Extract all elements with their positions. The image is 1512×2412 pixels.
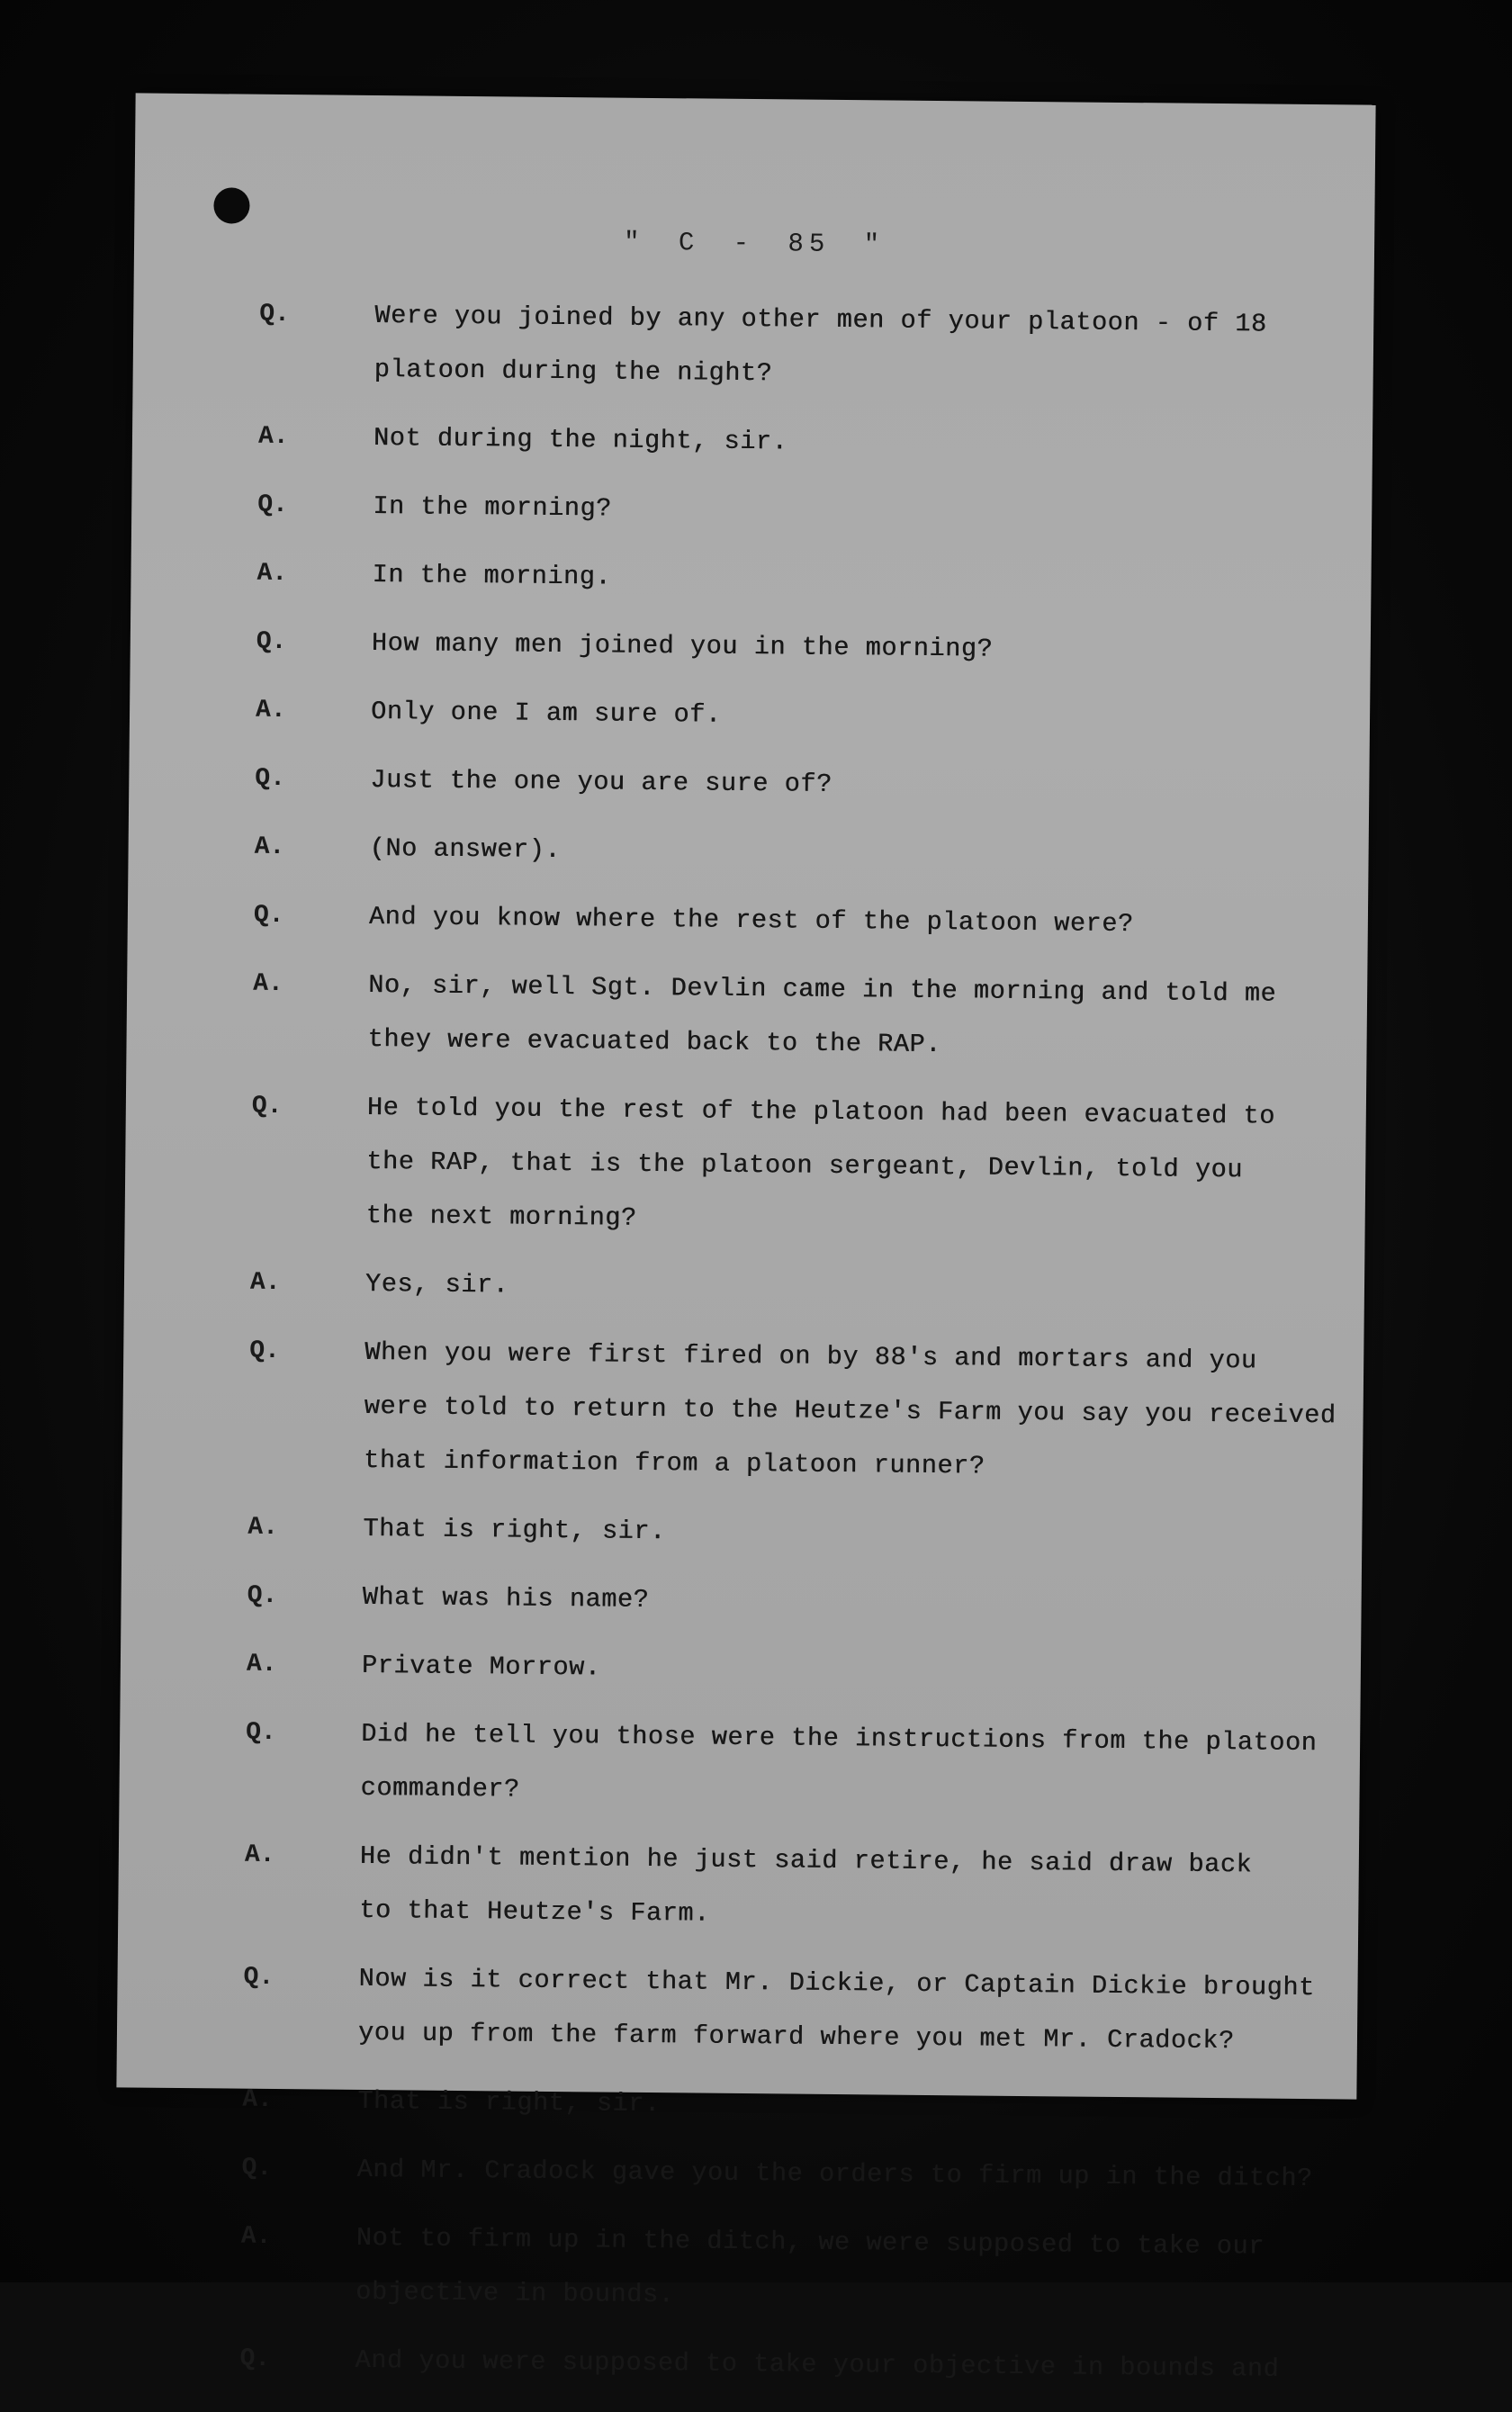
text-line: Just the one you are sure of? (370, 764, 832, 799)
speaker-label: Q. (257, 490, 289, 520)
text-line: (No answer). (369, 832, 562, 866)
speaker-label: Q. (256, 627, 287, 657)
text-line: And you were supposed to take your objective in bounds and (355, 2344, 1280, 2384)
entry-text (356, 2143, 1313, 2206)
transcript-entry (247, 1570, 1310, 1634)
transcript-entry (244, 1829, 1307, 1947)
entry-text (362, 1639, 1310, 1702)
speaker-label: A. (242, 2085, 274, 2115)
entry-text (369, 890, 1317, 953)
speaker-label: A. (254, 832, 285, 862)
speaker-label: Q. (239, 2344, 271, 2373)
entry-text (365, 1257, 1313, 1320)
text-line: were told to return to the Heutze's Farm you say you received (364, 1390, 1336, 1431)
text-line: commander? (360, 1772, 520, 1804)
transcript-entry (256, 547, 1319, 611)
speaker-label: A. (246, 1650, 277, 1679)
entry-text (367, 958, 1315, 1076)
text-line: He didn't mention he just said retire, he said draw back (359, 1840, 1253, 1880)
text-line: And Mr. Cradock gave you the orders to firm up in the ditch? (356, 2154, 1313, 2194)
text-line: That is right, sir. (363, 1513, 666, 1547)
speaker-label: A. (253, 969, 284, 999)
entry-text (356, 2211, 1303, 2328)
speaker-label: Q. (246, 1718, 276, 1748)
speaker-label: Q. (255, 764, 286, 794)
speaker-label: A. (256, 559, 288, 589)
text-line: When you were first fired on by 88's and mortars and you (364, 1336, 1257, 1376)
transcript-entry (254, 821, 1317, 885)
transcript-entry (239, 2333, 1302, 2397)
speaker-label: Q. (247, 1581, 278, 1611)
entry-text (365, 1081, 1314, 1252)
text-line: Not to firm up in the ditch, we were supposed to take our (356, 2222, 1264, 2262)
entry-text (371, 685, 1318, 748)
text-line: to that Heutze's Farm. (359, 1894, 710, 1929)
text-line: Did he tell you those were the instructions from the platoon (361, 1718, 1318, 1759)
entry-text (374, 289, 1321, 406)
entry-text (357, 2074, 1305, 2138)
text-line: What was his name? (362, 1581, 650, 1615)
transcript-entry (256, 616, 1319, 680)
text-line: He told you the rest of the platoon had been evacuated to (366, 1092, 1276, 1131)
transcript-entry (258, 410, 1321, 474)
speaker-label: A. (248, 1513, 279, 1543)
entry-text (370, 753, 1318, 816)
entry-text (360, 1707, 1317, 1824)
document-page (116, 93, 1375, 2384)
text-line: Not during the night, sir. (373, 422, 788, 457)
text-line: In the morning. (372, 559, 612, 592)
text-line: Now is it correct that Mr. Dickie, or Captain Dickie brought (358, 1963, 1315, 2003)
speaker-label: Q. (249, 1336, 281, 1366)
transcript-entry (258, 288, 1321, 406)
transcript-entry (256, 684, 1318, 748)
entry-text (372, 616, 1319, 680)
transcript-entry (250, 1080, 1314, 1252)
transcript-entry (250, 1256, 1313, 1320)
speaker-label: A. (255, 696, 286, 725)
transcript-entry (252, 958, 1315, 1076)
text-line: platoon during the night? (374, 354, 773, 389)
text-line: And you know where the rest of the platoon were? (368, 901, 1134, 940)
entry-text (364, 1326, 1337, 1497)
transcript-entry (242, 2074, 1305, 2138)
text-line: Yes, sir. (364, 1268, 509, 1300)
transcript-entry (245, 1706, 1318, 1824)
speaker-label: A. (244, 1840, 275, 1870)
speaker-label: A. (240, 2222, 272, 2251)
speaker-label: A. (249, 1268, 281, 1298)
text-line: How many men joined you in the morning? (371, 627, 994, 664)
entry-text (373, 480, 1320, 543)
text-line: objective in bounds. (356, 2276, 675, 2310)
text-line: the next morning? (365, 1200, 637, 1233)
text-line: No, sir, well Sgt. Devlin came in the morning and told me (368, 969, 1277, 1009)
punch-hole (213, 187, 249, 223)
entry-text (363, 1502, 1310, 1565)
entry-text (372, 548, 1319, 611)
text-line: Were you joined by any other men of your platoon - of 18 (374, 300, 1267, 339)
entry-text (355, 2334, 1302, 2397)
transcript-entry (243, 1951, 1315, 2069)
entry-text (359, 1830, 1307, 1947)
transcript-entry (248, 1501, 1310, 1565)
transcript-body (239, 288, 1336, 2411)
text-line: you up from the farm forward where you met Mr. Cradock? (357, 2017, 1235, 2056)
page-number: " C - 85 " (623, 227, 886, 260)
transcript-entry (257, 479, 1320, 543)
transcript-entry (255, 752, 1318, 816)
speaker-label: Q. (243, 1963, 274, 1993)
speaker-label: Q. (259, 300, 291, 329)
transcript-entry (241, 2142, 1313, 2206)
speaker-label: Q. (253, 901, 284, 931)
text-line: Only one I am sure of. (370, 696, 722, 730)
entry-text (369, 822, 1317, 885)
entry-text (358, 1952, 1315, 2069)
text-line: the RAP, that is the platoon sergeant, Devlin, told you (366, 1146, 1244, 1185)
text-line: That is right, sir. (357, 2085, 661, 2120)
speaker-label: Q. (241, 2154, 273, 2182)
transcript-entry (254, 889, 1317, 953)
entry-text (362, 1570, 1310, 1634)
text-line: that information from a platoon runner? (363, 1444, 986, 1481)
speaker-label: A. (257, 422, 289, 452)
text-line: they were evacuated back to the RAP. (367, 1023, 942, 1060)
transcript-entry (240, 2210, 1303, 2328)
text-line: In the morning? (373, 490, 612, 524)
speaker-label: Q. (251, 1092, 283, 1121)
text-line: Private Morrow. (361, 1650, 601, 1683)
entry-text (374, 411, 1321, 474)
transcript-entry (247, 1638, 1310, 1702)
transcript-entry (248, 1325, 1336, 1497)
